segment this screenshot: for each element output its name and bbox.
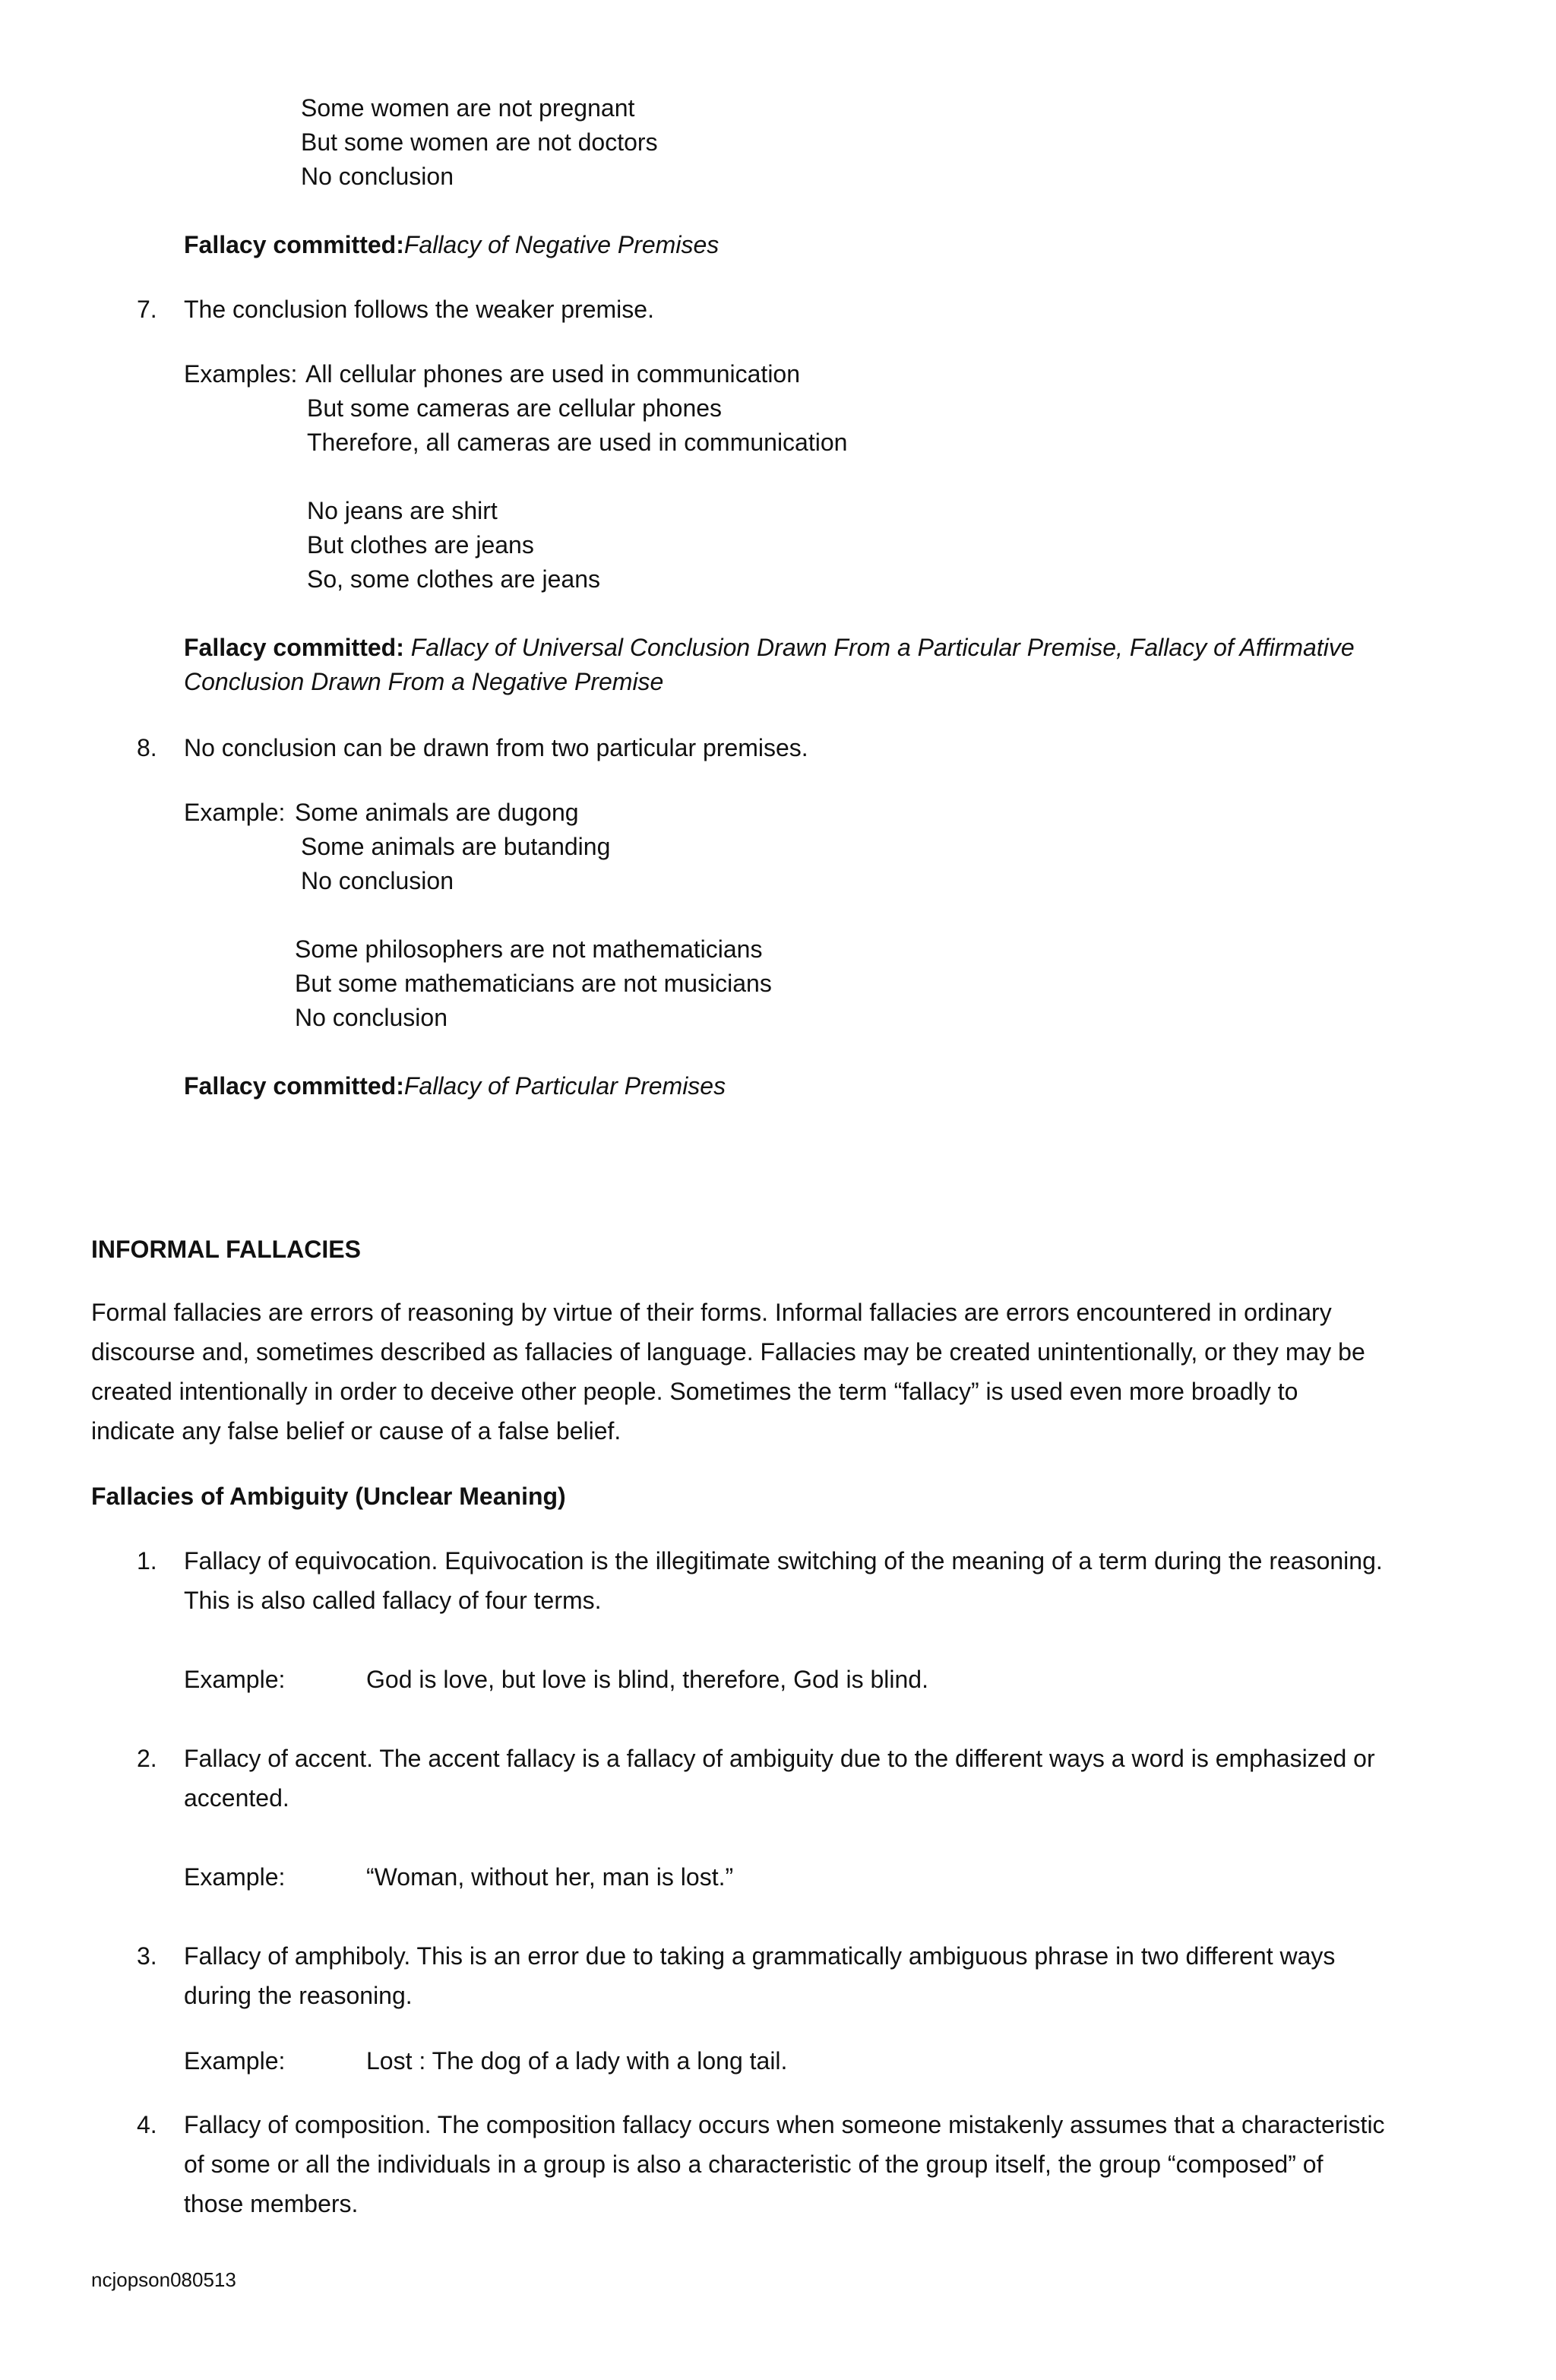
item-number: 4. — [137, 2111, 157, 2138]
example-line: All cellular phones are used in communication — [305, 360, 801, 388]
intro-line: discourse and, sometimes described as fallacies of language. Fallacies may be created unintentionally, or they may be — [91, 1338, 1365, 1366]
example-line: So, some clothes are jeans — [307, 565, 600, 593]
fallacy-label: Fallacy committed: — [184, 1072, 404, 1100]
fallacy-name: Fallacy of Particular Premises — [403, 1072, 726, 1100]
item-line: Fallacy of composition. The composition fallacy occurs when someone mistakenly assumes that a characteristic — [184, 2111, 1385, 2138]
fallacy-label: Fallacy committed: — [184, 634, 404, 661]
intro-line: created intentionally in order to deceive other people. Sometimes the term “fallacy” is used even more broadly to — [91, 1378, 1298, 1405]
example-line: No jeans are shirt — [307, 497, 498, 524]
example-line: No conclusion — [295, 1004, 448, 1031]
example-text: God is love, but love is blind, therefore, God is blind. — [366, 1666, 928, 1693]
item-line: Fallacy of equivocation. Equivocation is the illegitimate switching of the meaning of a term during the reasoning. — [184, 1547, 1383, 1575]
example-line: But some cameras are cellular phones — [307, 394, 723, 422]
example-label: Example: — [184, 1863, 286, 1891]
item-number: 3. — [137, 1942, 157, 1970]
subsection-heading: Fallacies of Ambiguity (Unclear Meaning) — [91, 1483, 566, 1510]
example-line: But clothes are jeans — [307, 531, 534, 559]
example-line: Some animals are dugong — [295, 799, 579, 826]
fallacy-committed-line — [184, 631, 1355, 664]
example-label: Example: — [184, 2047, 286, 2075]
example-line: Some animals are butanding — [301, 833, 611, 860]
intro-line: indicate any false belief or cause of a false belief. — [91, 1417, 621, 1445]
examples-label: Examples: — [184, 360, 298, 388]
item-line: accented. — [184, 1784, 289, 1812]
rule-text: The conclusion follows the weaker premise. — [184, 296, 654, 323]
fallacy-name-continued: Conclusion Drawn From a Negative Premise — [184, 668, 664, 695]
item-line: Fallacy of accent. The accent fallacy is a fallacy of ambiguity due to the different ways a word is emphasized or — [184, 1745, 1375, 1772]
fallacy-committed-line — [184, 228, 719, 261]
item-line: This is also called fallacy of four terms. — [184, 1587, 602, 1614]
rule-text: No conclusion can be drawn from two particular premises. — [184, 734, 808, 761]
fallacy-name: Fallacy of Universal Conclusion Drawn From a Particular Premise, Fallacy of Affirmative — [410, 634, 1355, 661]
intro-line: Formal fallacies are errors of reasoning by virtue of their forms. Informal fallacies are errors encountered in ordinary — [91, 1299, 1332, 1326]
fallacy-label: Fallacy committed: — [184, 231, 404, 258]
item-line: during the reasoning. — [184, 1982, 413, 2009]
example-text: “Woman, without her, man is lost.” — [366, 1863, 734, 1891]
section-heading: INFORMAL FALLACIES — [91, 1236, 361, 1263]
example-line: Some women are not pregnant — [301, 94, 635, 122]
example-line: But some mathematicians are not musicians — [295, 970, 772, 997]
example-text: Lost : The dog of a lady with a long tail. — [366, 2047, 788, 2075]
rule-number: 7. — [137, 296, 157, 323]
example-line: Therefore, all cameras are used in communication — [307, 429, 848, 456]
example-line: No conclusion — [301, 163, 454, 190]
item-number: 1. — [137, 1547, 157, 1575]
example-line: No conclusion — [301, 867, 454, 894]
rule-number: 8. — [137, 734, 157, 761]
item-line: Fallacy of amphiboly. This is an error due to taking a grammatically ambiguous phrase in two different ways — [184, 1942, 1336, 1970]
fallacy-name: Fallacy of Negative Premises — [403, 231, 719, 258]
fallacy-committed-line — [184, 1069, 726, 1103]
item-line: of some or all the individuals in a group is also a characteristic of the group itself, the group “composed” of — [184, 2151, 1324, 2178]
example-line: But some women are not doctors — [301, 128, 658, 156]
item-number: 2. — [137, 1745, 157, 1772]
example-label: Example: — [184, 799, 286, 826]
example-label: Example: — [184, 1666, 286, 1693]
footer-id: ncjopson080513 — [91, 2268, 236, 2291]
example-line: Some philosophers are not mathematicians — [295, 935, 763, 963]
item-line: those members. — [184, 2190, 359, 2217]
